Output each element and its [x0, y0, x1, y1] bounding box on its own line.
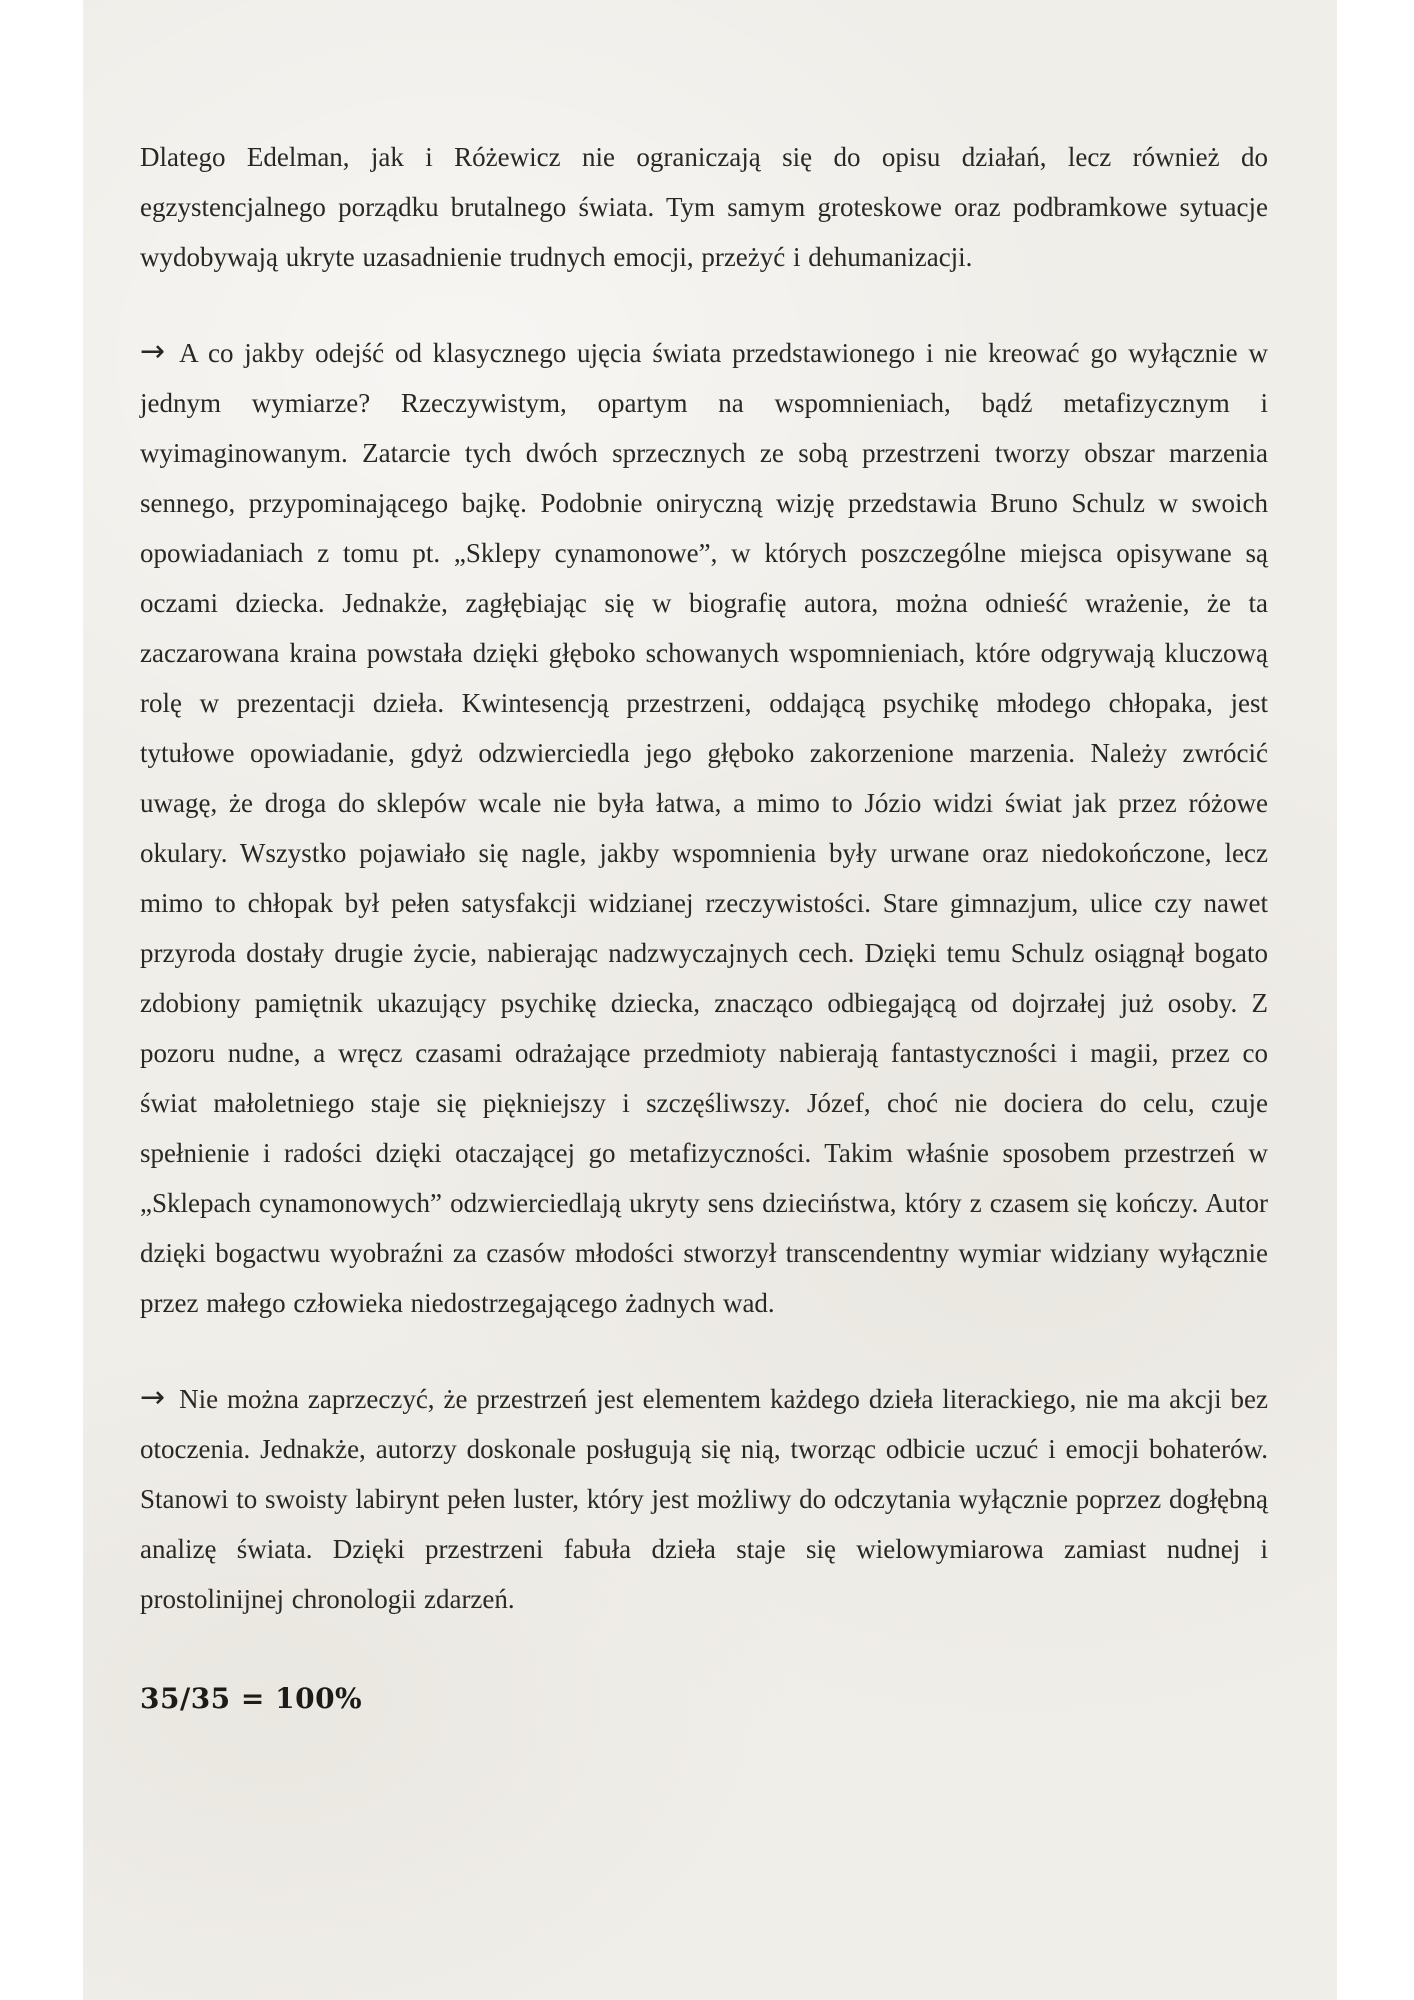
paragraph-1-text: Dlatego Edelman, jak i Różewicz nie ograniczają się do opisu działań, lecz również do egzystencjalnego porządku brutalnego świata. Tym samym groteskowe oraz podbramkowe sytuacje wydobywają ukryte uzasadnienie trudnych emocji, przeżyć i dehumanizacji. — [140, 142, 1268, 272]
paragraph-1 — [140, 132, 1268, 282]
paragraph-3-text: Nie można zaprzeczyć, że przestrzeń jest elementem każdego dzieła literackiego, nie ma akcji bez otoczenia. Jednakże, autorzy doskonale posługują się nią, tworząc odbicie uczuć i emocji bohaterów. Stanowi to swoisty labirynt pełen luster, który jest możliwy do odczytania wyłącznie poprzez dogłębną analizę świata. Dzięki przestrzeni fabuła dzieła staje się wielowymiarowa zamiast nudnej i prostolinijnej chronologii zdarzeń. — [140, 1384, 1268, 1614]
paragraph-3 — [140, 1374, 1268, 1624]
document-page — [83, 0, 1337, 2000]
paragraph-2 — [140, 328, 1268, 1328]
right-arrow-icon: → — [140, 334, 166, 369]
score-text: 35/35 = 100% — [140, 1682, 363, 1715]
right-arrow-icon: → — [140, 1380, 166, 1415]
paragraph-2-text: A co jakby odejść od klasycznego ujęcia świata przedstawionego i nie kreować go wyłącznie w jednym wymiarze? Rzeczywistym, opartym na wspomnieniach, bądź metafizycznym i wyimaginowanym. Zatarcie tych dwóch sprzecznych ze sobą przestrzeni tworzy obszar marzenia sennego, przypominającego bajkę. Podobnie oniryczną wizję przedstawia Bruno Schulz w swoich opowiadaniach z tomu pt. „Sklepy cynamonowe”, w których poszczególne miejsca opisywane są oczami dziecka. Jednakże, zagłębiając się w biografię autora, można odnieść wrażenie, że ta zaczarowana kraina powstała dzięki głęboko schowanych wspomnieniach, które odgrywają kluczową rolę w prezentacji dzieła. Kwintesencją przestrzeni, oddającą psychikę młodego chłopaka, jest tytułowe opowiadanie, gdyż odzwierciedla jego głęboko zakorzenione marzenia. Należy zwrócić uwagę, że droga do sklepów wcale nie była łatwa, a mimo to Józio widzi świat jak przez różowe okulary. Wszystko pojawiało się nagle, jakby wspomnienia były urwane oraz niedokończone, lecz mimo to chłopak był pełen satysfakcji widzianej rzeczywistości. Stare gimnazjum, ulice czy nawet przyroda dostały drugie życie, nabierając nadzwyczajnych cech. Dzięki temu Schulz osiągnął bogato zdobiony pamiętnik ukazujący psychikę dziecka, znacząco odbiegającą od dojrzałej już osoby. Z pozoru nudne, a wręcz czasami odrażające przedmioty nabierają fantastyczności i magii, przez co świat małoletniego staje się piękniejszy i szczęśliwszy. Józef, choć nie dociera do celu, czuje spełnienie i radości dzięki otaczającej go metafizyczności. Takim właśnie sposobem przestrzeń w „Sklepach cynamonowych” odzwierciedlają ukryty sens dzieciństwa, który z czasem się kończy. Autor dzięki bogactwu wyobraźni za czasów młodości stworzył transcendentny wymiar widziany wyłącznie przez małego człowieka niedostrzegającego żadnych wad. — [140, 338, 1268, 1318]
document-body — [83, 0, 1337, 1724]
